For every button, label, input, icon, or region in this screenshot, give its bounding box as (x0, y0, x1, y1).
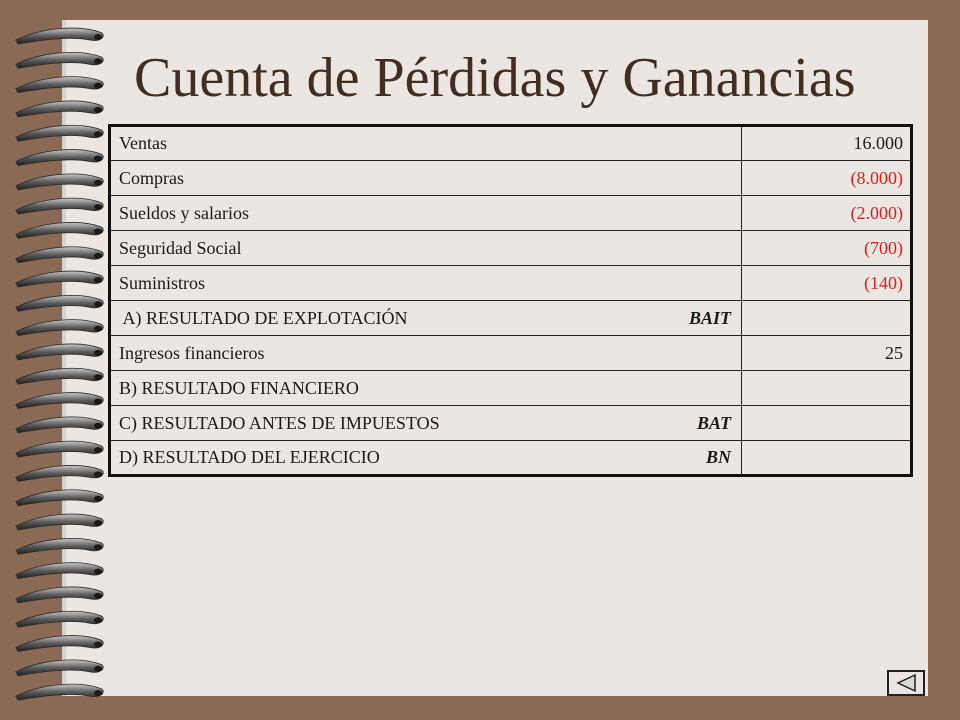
amount-cell (742, 301, 912, 336)
concept-cell (110, 266, 742, 301)
amount-cell: (700) (742, 231, 912, 266)
concept-label: C) RESULTADO ANTES DE IMPUESTOS (119, 412, 440, 433)
concept-cell (110, 336, 742, 371)
concept-label: Seguridad Social (119, 237, 242, 258)
spiral-binding-icon (10, 22, 110, 702)
concept-label: D) RESULTADO DEL EJERCICIO (119, 447, 380, 467)
concept-label: Compras (119, 167, 184, 188)
concept-cell (110, 231, 742, 266)
concept-label: Suministros (119, 272, 206, 293)
amount-cell: (140) (742, 266, 912, 301)
concept-label: Ingresos financieros (119, 342, 265, 363)
amount-cell (742, 441, 912, 476)
table-row (110, 196, 912, 231)
concept-abbreviation: BAIT (688, 307, 731, 328)
table-row (110, 371, 912, 406)
triangle-left-icon (889, 672, 923, 694)
amount-cell: 25 (742, 336, 912, 371)
concept-abbreviation: BN (705, 447, 731, 467)
concept-cell (110, 371, 742, 406)
table-row (110, 301, 912, 336)
table-row (110, 161, 912, 196)
concept-label: Sueldos y salarios (119, 202, 249, 223)
amount-cell (742, 406, 912, 441)
amount-cell: (8.000) (742, 161, 912, 196)
table-row (110, 231, 912, 266)
concept-cell (110, 441, 742, 476)
table-row (110, 336, 912, 371)
amount-cell: 16.000 (742, 126, 912, 161)
concept-cell (110, 126, 742, 161)
previous-slide-button[interactable] (887, 670, 925, 696)
table-row (110, 266, 912, 301)
page-title: Cuenta de Pérdidas y Ganancias (134, 47, 856, 109)
concept-label: Ventas (119, 133, 167, 153)
table-row (110, 126, 912, 161)
concept-label: B) RESULTADO FINANCIERO (119, 377, 359, 398)
concept-cell (110, 161, 742, 196)
concept-label: A) RESULTADO DE EXPLOTACIÓN (119, 307, 408, 328)
income-statement-table (108, 124, 913, 477)
concept-cell (110, 301, 742, 336)
amount-cell: (2.000) (742, 196, 912, 231)
amount-cell (742, 371, 912, 406)
table-row (110, 441, 912, 476)
table-row (110, 406, 912, 441)
concept-cell (110, 196, 742, 231)
concept-abbreviation: BAT (696, 412, 731, 433)
concept-cell (110, 406, 742, 441)
